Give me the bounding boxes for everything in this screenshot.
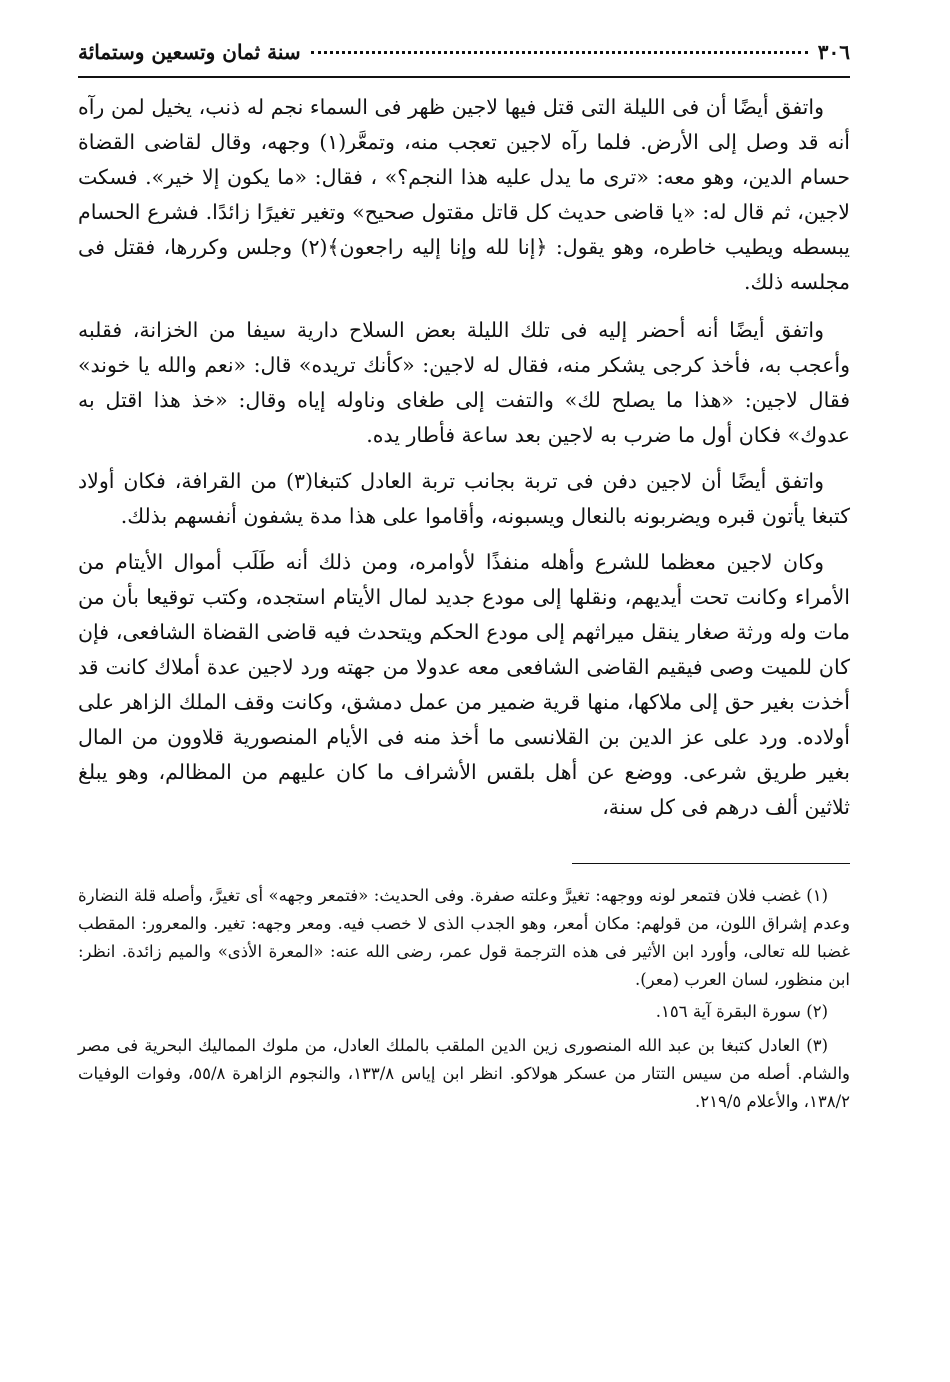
book-page xyxy=(78,28,850,1358)
footnote-3: (٣) العادل كتبغا بن عبد الله المنصورى زين الدين الملقب بالملك العادل، من ملوك المماليك البحرية فى مصر والشام. أصله من سيس التتار من عسكر هولاكو. انظر ابن إياس ١٣٣/٨، والنجوم الزاهرة ٥٥/٨، وفوات الوفيات ١٣٨/٢، والأعلام ٢١٩/٥. xyxy=(78,1036,851,1111)
footnote-2: (٢) سورة البقرة آية ١٥٦. xyxy=(655,1002,828,1021)
footnote-1: (١) غضب فلان فتمعر لونه ووجهه: تغيرَّ وعلته صفرة. وفى الحديث: «فتمعر وجهه» أى تغيرَّ، وأصله قلة النضارة وعدم إشراق اللون، من قولهم: مكان أمعر، وهو الجدب الذى لا خصب فيه. ومعر وجهه: تغير. والمعرور: المقطب غضبا لله تعالى، وأورد ابن الأثير فى هذه الترجمة قول عمر، رضى الله عنه: «المعرة الأذى» والميم زائدة. انظر: ابن منظور، لسان العرب (معر). xyxy=(78,886,850,989)
paragraph-2: واتفق أيضًا أنه أحضر إليه فى تلك الليلة بعض السلاح دارية سيفا من الخزانة، فقلبه وأعجب به، فأخذ كرجى يشكر منه، فقال له لاجين: «كأنك تريده» قال: «نعم والله يا خوند» فقال لاجين: «هذا ما يصلح لك» والتفت إلى طغاى وناوله إياه وقال: «خذ هذا اقتل به عدوك» فكان أول ما ضرب به لاجين بعد ساعة فأطار يده. xyxy=(78,318,850,447)
paragraph-3: واتفق أيضًا أن لاجين دفن فى تربة بجانب تربة العادل كتبغا(٣) من القرافة، فكان أولاد كتبغا يأتون قبره ويضربونه بالنعال ويسبونه، وأقاموا على هذا مدة يشفون أنفسهم بذلك. xyxy=(78,469,850,528)
page-header xyxy=(78,28,850,78)
header-dot-leader xyxy=(311,50,808,54)
page-number: ٣٠٦ xyxy=(817,40,850,64)
paragraph-4: وكان لاجين معظما للشرع وأهله منفذًا لأوامره، ومن ذلك أنه طَلَب أموال الأيتام من الأمراء وكانت تحت أيديهم، ونقلها إلى مودع جديد لمال الأيتام استجده، وكتب توقيعا بأن من مات وله ورثة صغار ينقل ميراثهم إلى مودع الحكم ويتحدث فيه قاضى القضاة الشافعى، فإن كان للميت وصى فيقيم القاضى الشافعى معه عدولا من جهته ورد لاجين عدة أملاك كانت قد أخذت بغير حق إلى ملاكها، منها قرية ضمير من عمل دمشق، وكانت وقف الملك الزاهر على أولاده. ورد على عز الدين بن القلانسى ما أخذ منه فى الأيام المنصورية قلاوون من المال بغير طريق شرعى. ووضع عن أهل بلقس الأشراف ما كان عليهم من المظالم، وهو يبلغ ثلاثين ألف درهم فى كل سنة، xyxy=(78,550,850,819)
paragraph-1: واتفق أيضًا أن فى الليلة التى قتل فيها لاجين ظهر فى السماء نجم له ذنب، يخيل لمن رآه أنه قد وصل إلى الأرض. فلما رآه لاجين تعجب منه، وتمعَّر(١) وجهه، وقال لقاضى القضاة حسام الدين، وهو معه: «ترى ما يدل عليه هذا النجم؟» ، فقال: «ما يكون إلا خير». فسكت لاجين، ثم قال له: «يا قاضى حديث كل قاتل مقتول صحيح» وتغير تغيرًا زائدًا. فشرع الحسام يبسطه ويطيب خاطره، وهو يقول: ﴿إنا لله وإنا إليه راجعون﴾(٢) وجلس وكررها، فقتل فى مجلسه ذلك. xyxy=(78,95,850,294)
footnotes xyxy=(78,882,850,1116)
main-text xyxy=(78,90,850,825)
footnote-divider xyxy=(572,863,850,864)
running-title: سنة ثمان وتسعين وستمائة xyxy=(78,40,301,64)
